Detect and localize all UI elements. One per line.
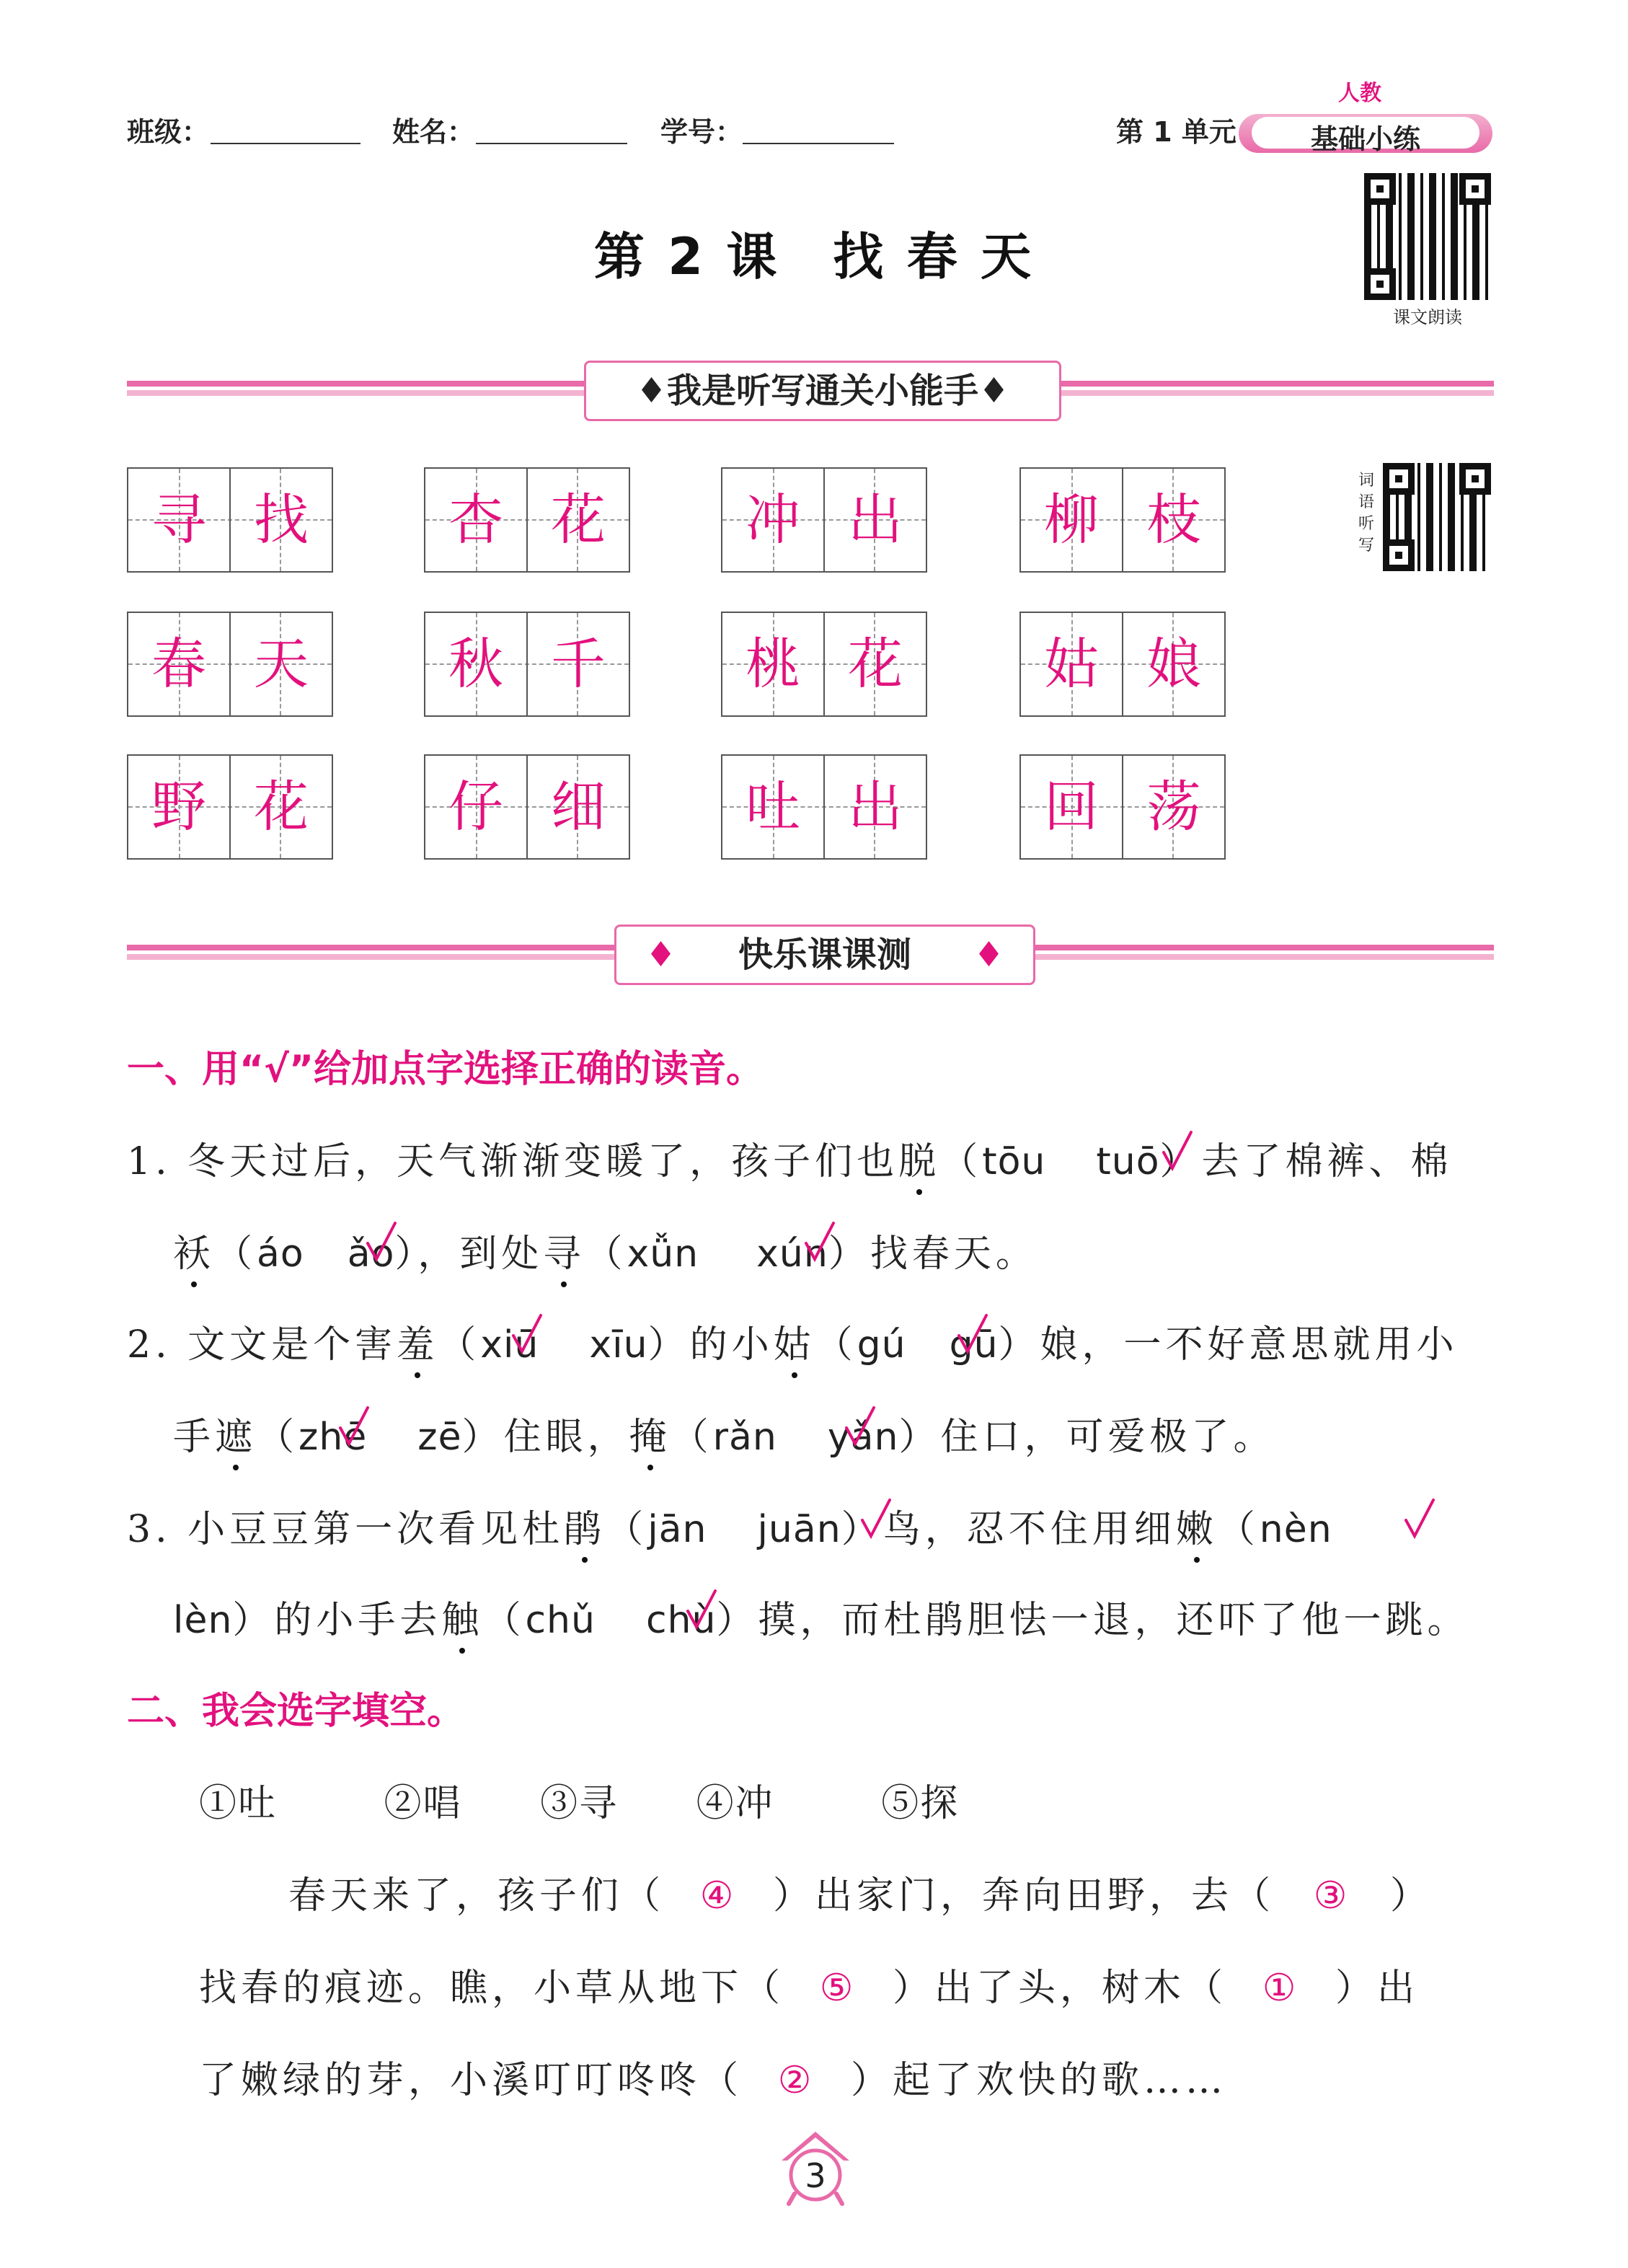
pinyin-option[interactable]: rǎn	[712, 1416, 777, 1459]
q1-item2-line2: 手遮（zhē zē）住眼，掩（rǎn yǎn）住口，可爱极了。	[173, 1406, 1275, 1460]
checkmark-icon	[368, 1223, 395, 1259]
checkmark-icon	[340, 1408, 368, 1444]
name-label: 姓名：	[392, 116, 475, 148]
pinyin-option[interactable]: zhē	[298, 1416, 368, 1459]
word-char: 花	[254, 775, 309, 839]
word-char: 野	[151, 775, 206, 839]
section-banner-dictation: ♦我是听写通关小能手♦	[584, 361, 1061, 421]
pinyin-option[interactable]: xún	[756, 1232, 828, 1276]
banner-diamond-right: ♦	[973, 935, 1004, 975]
pinyin-option[interactable]: gū	[949, 1323, 999, 1367]
word-char: 娘	[1146, 632, 1201, 696]
banner-test-text: 快乐课课测	[738, 935, 911, 975]
word-char: 天	[254, 632, 309, 696]
word-char: 寻	[151, 487, 206, 552]
option-5: ⑤探	[881, 1782, 960, 1825]
word-char: 荡	[1146, 775, 1201, 839]
word-char: 春	[151, 632, 206, 696]
pinyin-option[interactable]: áo	[257, 1232, 304, 1276]
answer-blank-1[interactable]: ④	[699, 1874, 738, 1918]
checkmark-icon	[513, 1315, 541, 1351]
pinyin-option[interactable]: xīu	[589, 1323, 648, 1367]
checkmark-icon	[688, 1591, 715, 1627]
badge-top-text: 人教	[1338, 81, 1381, 106]
word-char: 柳	[1044, 487, 1099, 552]
pinyin-option[interactable]: gú	[857, 1323, 906, 1367]
pinyin-option[interactable]: chǔ	[525, 1599, 596, 1642]
word-char: 出	[848, 487, 903, 552]
checkmark-icon	[1406, 1500, 1433, 1536]
question-1-title: 一、用“√”给加点字选择正确的读音。	[127, 1048, 764, 1091]
checkmark-icon	[1164, 1132, 1191, 1168]
checkmark-icon	[959, 1315, 986, 1351]
pinyin-option[interactable]: xǚn	[627, 1232, 699, 1276]
lesson-title: 第 2 课 找 春 天	[593, 227, 1035, 286]
checkmark-icon	[846, 1408, 874, 1444]
pinyin-option[interactable]: juān	[757, 1508, 841, 1551]
page-number: 3	[805, 2156, 826, 2195]
pinyin-option[interactable]: jān	[647, 1508, 707, 1551]
q1-item3-line2: lèn）的小手去触（chǔ chù）摸，而杜鹃胆怯一退，还吓了他一跳。	[173, 1589, 1469, 1643]
word-char: 花	[551, 487, 606, 552]
banner-diamond-left: ♦	[645, 935, 677, 975]
q1-item1-line1: 1. 冬天过后，天气渐渐变暖了，孩子们也脱（tōu tuō）去了棉裤、棉	[127, 1131, 1453, 1185]
pinyin-option[interactable]: chù	[645, 1599, 717, 1642]
checkmark-icon	[806, 1223, 833, 1259]
word-char: 枝	[1146, 487, 1201, 552]
q2-para-line3: 了嫩绿的芽，小溪叮叮咚咚（ ② ）起了欢快的歌……	[199, 2059, 1228, 2102]
qr-top-caption: 课文朗读	[1393, 307, 1462, 327]
pinyin-option[interactable]: ǎo	[347, 1232, 395, 1276]
q1-item3-line1: 3. 小豆豆第一次看见杜鹃（jān juān）鸟，忍不住用细嫩（nèn	[127, 1499, 1332, 1553]
unit-label: 第 1 单元	[1116, 116, 1237, 148]
option-2: ②唱	[384, 1782, 462, 1825]
pinyin-option[interactable]: xiū	[480, 1323, 539, 1367]
pinyin-option[interactable]: tōu	[982, 1140, 1046, 1183]
qr-side-caption: 词语听写	[1358, 472, 1375, 555]
option-1: ①吐	[199, 1782, 278, 1825]
pinyin-option[interactable]: lèn	[173, 1599, 233, 1642]
pinyin-option[interactable]: yǎn	[827, 1416, 899, 1459]
checkmark-icon	[862, 1500, 890, 1536]
answer-blank-3[interactable]: ⑤	[819, 1967, 858, 2010]
answer-blank-5[interactable]: ②	[777, 2059, 816, 2102]
word-char: 出	[848, 775, 903, 839]
word-char: 秋	[448, 632, 503, 696]
word-char: 姑	[1044, 632, 1099, 696]
word-char: 回	[1044, 775, 1099, 839]
word-char: 冲	[746, 487, 800, 552]
answer-blank-4[interactable]: ①	[1262, 1967, 1301, 2010]
pinyin-option[interactable]: zē	[417, 1416, 462, 1459]
option-3: ③寻	[540, 1782, 619, 1825]
word-char: 吐	[746, 775, 800, 839]
word-char: 桃	[746, 632, 800, 696]
word-char: 杏	[448, 487, 503, 552]
id-label: 学号：	[660, 116, 743, 148]
option-4: ④冲	[696, 1782, 774, 1825]
word-char: 仔	[448, 775, 503, 839]
pinyin-option[interactable]: tuō	[1096, 1140, 1160, 1183]
word-char: 千	[551, 632, 606, 696]
q1-item1-line2: 袄（áo ǎo），到处寻（xǚn xún）找春天。	[173, 1223, 1038, 1277]
badge-text: 基础小练	[1310, 123, 1420, 155]
q2-options	[199, 1773, 959, 1827]
pinyin-option[interactable]: nèn	[1259, 1508, 1332, 1551]
word-char: 找	[254, 487, 309, 552]
q1-item2-line1: 2. 文文是个害羞（xiū xīu）的小姑（gú gū）娘，一不好意思就用小	[127, 1314, 1459, 1368]
word-char: 细	[551, 775, 606, 839]
question-2-title: 二、我会选字填空。	[127, 1690, 465, 1733]
q2-para-line1: 春天来了，孩子们（ ④ ）出家门，奔向田野，去（ ③ ）	[288, 1874, 1433, 1918]
word-char: 花	[848, 632, 903, 696]
answer-blank-2[interactable]: ③	[1313, 1874, 1352, 1918]
class-label: 班级：	[127, 116, 210, 148]
q2-para-line2: 找春的痕迹。瞧，小草从地下（ ⑤ ）出了头，树木（ ① ）出	[199, 1967, 1420, 2010]
